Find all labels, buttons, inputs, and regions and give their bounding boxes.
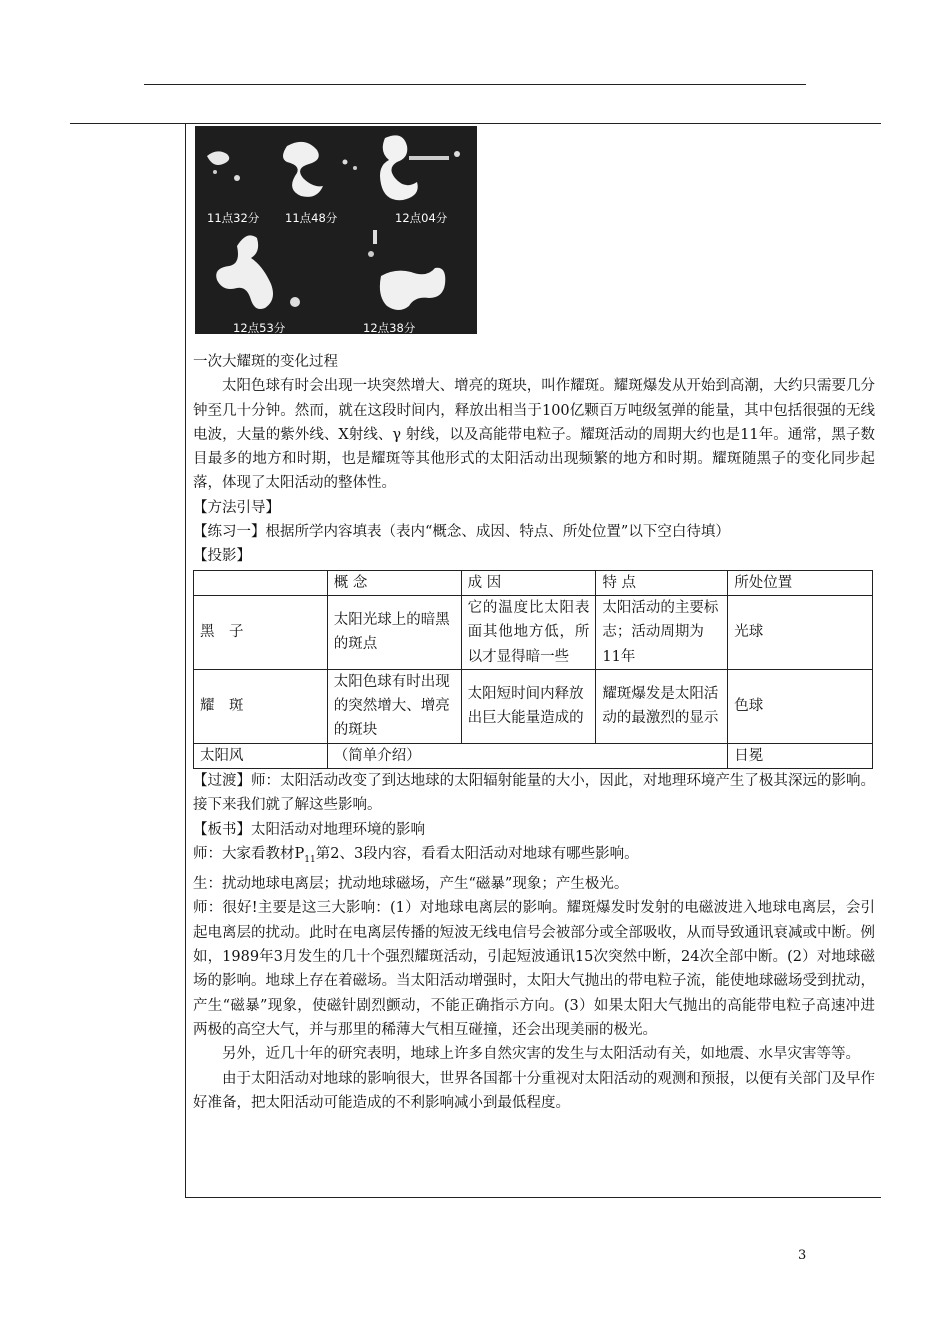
table-cell: 太阳短时间内释放出巨大能量造成的 (461, 669, 596, 743)
flare-paragraph: 太阳色球有时会出现一块突然增大、增亮的斑块，叫作耀斑。耀斑爆发从开始到高潮，大约只需要几分钟至几十分钟。然而，就在这段时间内，释放出相当于100亿颗百万吨级氢弹的能量，其中包括很强的无线电波，大量的紫外线、X射线、γ 射线，以及高能带电粒子。耀斑活动的周期大约也是11年。通常，黑子数目最多的地方和时期，也是耀斑等其他形式的太阳活动出现频繁的地方和时期。耀斑随黑子的变化同步起落，体现了太阳活动的整体性。 (193, 378, 875, 492)
disaster-paragraph: 另外，近几十年的研究表明，地球上许多自然灾害的发生与太阳活动有关，如地震、水旱灾害等等。 (222, 1046, 860, 1063)
student-answer: 生：扰动地球电离层；扰动地球磁场，产生“磁暴”现象；产生极光。 (193, 876, 629, 893)
flare-time-label-1: 11点32分 (207, 211, 260, 225)
table-cell: 太阳色球有时出现的突然增大、增亮的斑块 (327, 669, 461, 743)
figure-caption: 一次大耀斑的变化过程 (193, 354, 338, 370)
table-cell: 耀 斑 (194, 669, 328, 743)
teacher-explanation: 师：很好!主要是这三大影响：(1）对地球电离层的影响。耀斑爆发时发射的电磁波进入地球电离层，会引起电离层的扰动。此时在电离层传播的短波无线电信号会被部分或全部吸收，从而导致通讯衰减或中断。例如，1989年3月发生的几十个强烈耀斑活动，引起短波通讯15次突然中断，24次全部中断。(2）对地球磁场的影响。地球上存在着磁场。当太阳活动增强时，太阳大气抛出的带电粒子流，能使地球磁场受到扰动，产生“磁暴”现象，使磁针剧烈颤动，不能正确指示方向。(3）如果太阳大气抛出的高能带电粒子高速冲进两极的高空大气，并与那里的稀薄大气相互碰撞，还会出现美丽的极光。 (193, 900, 875, 1038)
table-cell: 日冕 (728, 743, 873, 768)
table-row (194, 669, 873, 743)
table-header-cell (194, 570, 328, 595)
exercise-heading: 【练习一】根据所学内容填表（表内“概念、成因、特点、所处位置”以下空白待填） (193, 524, 730, 541)
method-heading: 【方法引导】 (193, 499, 280, 516)
table-cell: 它的温度比太阳表面其他地方低，所以才显得暗一些 (461, 595, 596, 669)
table-cell: 太阳活动的主要标志；活动周期为11年 (596, 595, 728, 669)
table-header-cell: 概 念 (327, 570, 461, 595)
table-frame-top (70, 123, 881, 124)
table-cell: 太阳风 (194, 743, 328, 768)
page-subscript: 11 (304, 854, 316, 865)
closing-paragraph: 由于太阳活动对地球的影响很大，世界各国都十分重视对太阳活动的观测和预报，以便有关部门及早作好准备，把太阳活动可能造成的不利影响减小到最低程度。 (193, 1070, 875, 1111)
lesson-content (193, 350, 875, 1115)
table-row (194, 595, 873, 669)
table-header-cell: 所处位置 (728, 570, 873, 595)
table-header-cell: 成 因 (461, 570, 596, 595)
header-rule (144, 84, 806, 85)
flare-photo-blobs (195, 126, 477, 334)
table-header-row (194, 570, 873, 595)
table-cell: 光球 (728, 595, 873, 669)
page-number: 3 (798, 1248, 807, 1263)
table-cell: 太阳光球上的暗黑的斑点 (327, 595, 461, 669)
projection-heading: 【投影】 (193, 548, 251, 565)
teacher-question (193, 842, 875, 872)
flare-time-label-4: 12点53分 (233, 321, 286, 334)
table-row (194, 743, 873, 768)
flare-time-label-5: 12点38分 (363, 321, 416, 334)
table-cell: （简单介绍） (327, 743, 727, 768)
teacher-question-suffix: 第2、3段内容，看看太阳活动对地球有哪些影响。 (315, 845, 639, 862)
teacher-question-prefix: 师：大家看教材P (193, 845, 305, 862)
table-cell: 黑 子 (194, 595, 328, 669)
board-heading: 【板书】太阳活动对地理环境的影响 (193, 821, 425, 838)
table-frame-bottom (185, 1197, 881, 1198)
table-header-cell: 特 点 (596, 570, 728, 595)
flare-photo (195, 126, 477, 334)
flare-time-label-2: 11点48分 (285, 211, 338, 225)
table-cell: 耀斑爆发是太阳活动的最激烈的显示 (596, 669, 728, 743)
solar-activity-table (193, 570, 873, 769)
flare-time-label-3: 12点04分 (395, 211, 448, 225)
table-frame-divider (185, 123, 186, 1198)
table-cell: 色球 (728, 669, 873, 743)
transition-paragraph: 【过渡】师：太阳活动改变了到达地球的太阳辐射能量的大小，因此，对地理环境产生了极其深远的影响。接下来我们就了解这些影响。 (193, 773, 875, 814)
